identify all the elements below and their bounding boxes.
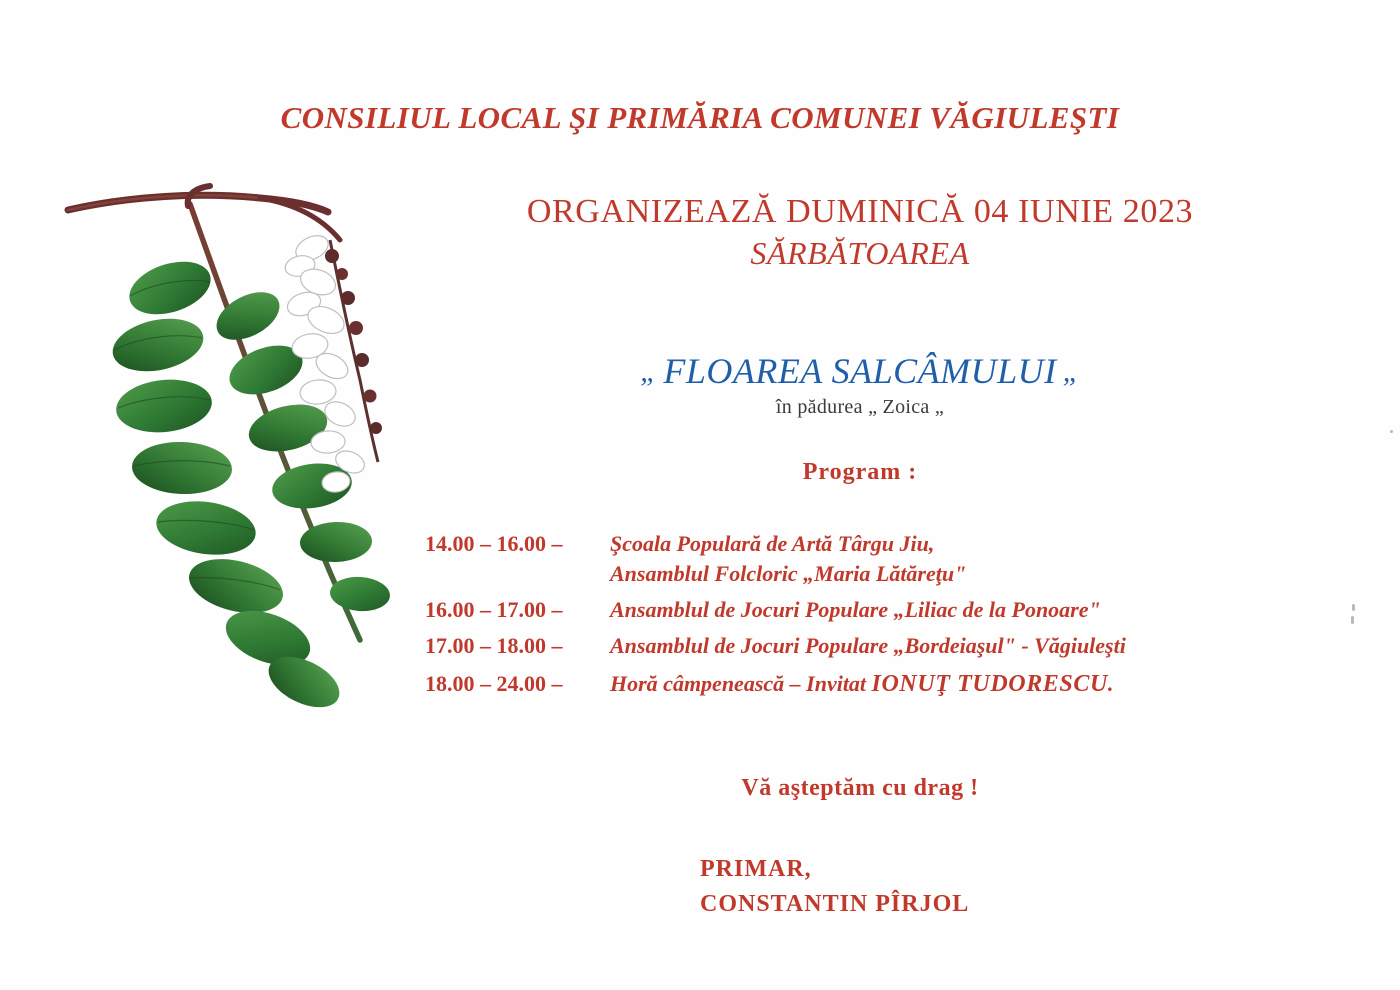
program-description-line1: Şcoala Populară de Artă Târgu Jiu, [610, 531, 935, 556]
quote-open: „ [640, 355, 658, 388]
program-description: Ansamblul de Jocuri Populare „Bordeiaşul" - Văgiuleşti [610, 633, 1126, 659]
program-description-text: Horă câmpenească – Invitat [610, 670, 872, 696]
organize-celebration-line: SĂRBĂTOAREA [750, 235, 970, 272]
program-description: Ansamblul de Jocuri Populare „Liliac de la Ponoare" [610, 597, 1101, 623]
program-list [425, 530, 1255, 707]
program-time: 18.00 – 24.00 – [425, 670, 563, 696]
quote-close: „ [1062, 355, 1080, 388]
signature-name: CONSTANTIN PÎRJOL [700, 890, 970, 917]
event-title-text: FLOAREA SALCÂMULUI [663, 351, 1057, 391]
event-title [420, 350, 1300, 392]
program-description-line2: Ansamblul Folcloric „Maria Lătăreţu" [610, 561, 967, 587]
scan-speck [1352, 604, 1355, 611]
program-time: 14.00 – 16.00 – [425, 531, 563, 556]
signature-role: PRIMAR, [700, 856, 812, 882]
program-description [610, 669, 1113, 700]
scan-speck [1351, 616, 1354, 624]
program-time: 16.00 – 17.00 – [425, 597, 563, 623]
program-row [425, 669, 1255, 700]
scan-speck [1390, 430, 1393, 433]
program-description [610, 530, 966, 588]
program-row [425, 530, 1255, 588]
signature-block [600, 852, 1100, 922]
program-guest-name: IONUŢ TUDORESCU [871, 670, 1108, 697]
program-label: Program : [802, 459, 918, 485]
closing-message: Vă aşteptăm cu drag ! [741, 775, 979, 801]
program-row [425, 596, 1255, 624]
program-description-tail: . [1107, 670, 1114, 696]
event-location: în pădurea „ Zoica „ [775, 396, 945, 418]
program-row [425, 632, 1255, 660]
program-time: 17.00 – 18.00 – [425, 633, 563, 659]
organize-date-line: ORGANIZEAZĂ DUMINICĂ 04 IUNIE 2023 [526, 193, 1194, 230]
organize-block [420, 192, 1300, 273]
page-title: CONSILIUL LOCAL ŞI PRIMĂRIA COMUNEI VĂGIULEŞTI [280, 100, 1120, 135]
acacia-branch-illustration [60, 170, 420, 730]
